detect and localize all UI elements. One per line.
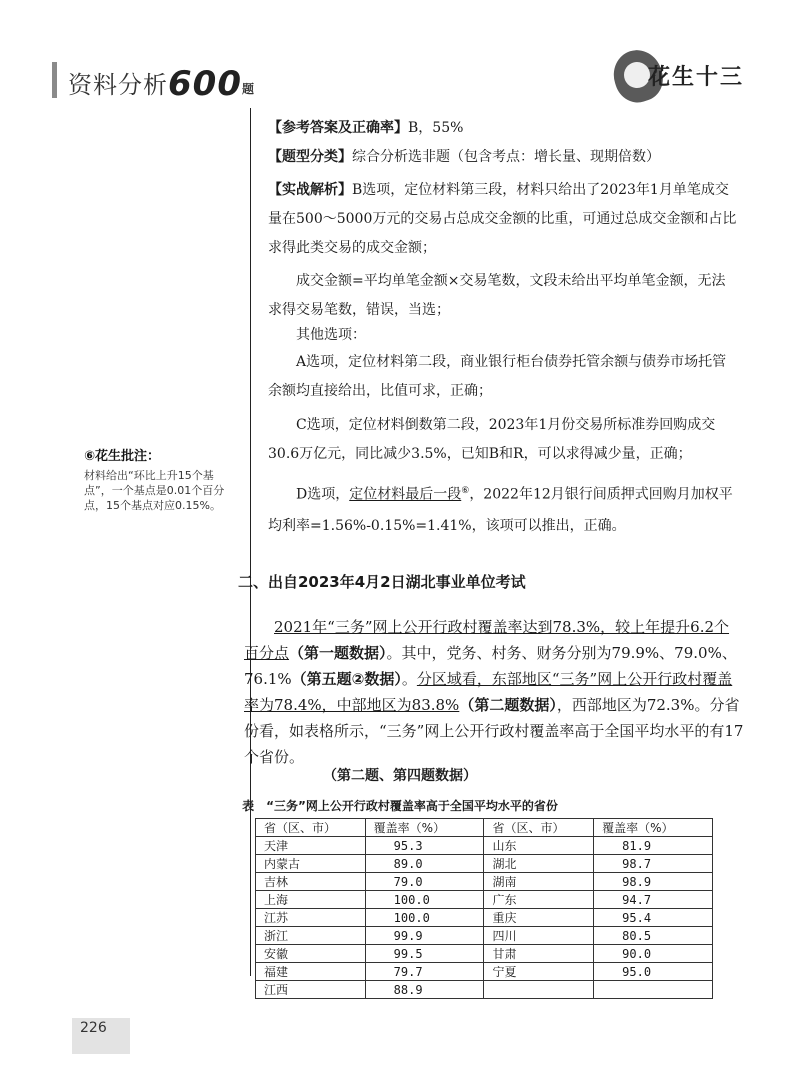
coverage-cell: 79.0 — [365, 873, 484, 891]
province-cell: 宁夏 — [484, 963, 594, 981]
page-number: 226 — [80, 1020, 107, 1036]
side-note-body: 材料给出“环比上升15个基点”，一个基点是0.01个百分点，15个基点对应0.15%。 — [84, 469, 225, 512]
table-row — [256, 927, 713, 945]
logo-text: 花生十三 — [648, 65, 745, 90]
province-cell: 浙江 — [256, 927, 366, 945]
answer-line: 【参考答案及正确率】B，55% — [268, 120, 464, 136]
coverage-cell: 99.9 — [365, 927, 484, 945]
table-row — [256, 909, 713, 927]
table-row — [256, 873, 713, 891]
coverage-cell: 94.7 — [594, 891, 713, 909]
table-row — [256, 963, 713, 981]
option-d-paragraph: D选项，定位材料最后一段⑥，2022年12月银行间质押式回购月加权平均利率=1.56%-0.15%=1.41%，该项可以推出，正确。 — [268, 486, 733, 534]
formula-paragraph: 成交金额=平均单笔金额×交易笔数，文段未给出平均单笔金额，无法求得交易笔数，错误，当选； — [268, 273, 726, 318]
side-note-title: ⑥花生批注： — [84, 449, 161, 464]
coverage-table — [255, 818, 713, 999]
province-cell: 吉林 — [256, 873, 366, 891]
table-row — [256, 981, 713, 999]
coverage-cell: 95.4 — [594, 909, 713, 927]
coverage-cell: 98.9 — [594, 873, 713, 891]
province-cell — [484, 981, 594, 999]
side-note — [84, 445, 234, 513]
book-title — [68, 62, 255, 102]
province-cell: 湖南 — [484, 873, 594, 891]
annotation-mark: ⑥ — [461, 486, 470, 496]
column-header: 覆盖率（%） — [365, 819, 484, 837]
other-options-label: 其他选项： — [296, 327, 366, 343]
province-cell: 内蒙古 — [256, 855, 366, 873]
peanut-logo — [614, 46, 750, 106]
table-tag: （第二题、第四题数据） — [323, 768, 477, 784]
book-title-number: 600 — [168, 64, 242, 104]
province-cell: 四川 — [484, 927, 594, 945]
province-cell: 福建 — [256, 963, 366, 981]
province-cell: 重庆 — [484, 909, 594, 927]
table-row — [256, 855, 713, 873]
province-cell: 上海 — [256, 891, 366, 909]
province-cell: 山东 — [484, 837, 594, 855]
province-cell: 广东 — [484, 891, 594, 909]
province-cell: 江西 — [256, 981, 366, 999]
table-row — [256, 891, 713, 909]
table-caption: 表 “三务”网上公开行政村覆盖率高于全国平均水平的省份 — [242, 799, 558, 813]
province-cell: 甘肃 — [484, 945, 594, 963]
option-c-paragraph: C选项，定位材料倒数第二段，2023年1月份交易所标准券回购成交30.6万亿元，同比减少3.5%，已知B和R，可以求得减少量，正确； — [268, 417, 716, 462]
book-title-suffix: 题 — [241, 82, 255, 96]
coverage-cell — [594, 981, 713, 999]
coverage-cell: 81.9 — [594, 837, 713, 855]
coverage-cell: 88.9 — [365, 981, 484, 999]
material-paragraph: 2021年“三务”网上公开行政村覆盖率达到78.3%，较上年提升6.2个百分点（第一题数据）。其中，党务、村务、财务分别为79.9%、79.0%、76.1%（第五题②数据）。分区域看，东部地区“三务”网上公开行政村覆盖率为78.4%，中部地区为83.8%（第二题数据），西部地区为72.3%。分省份看，如表格所示，“三务”网上公开行政村覆盖率高于全国平均水平的有17个省份。 — [244, 618, 744, 766]
coverage-cell: 80.5 — [594, 927, 713, 945]
coverage-cell: 100.0 — [365, 909, 484, 927]
province-cell: 天津 — [256, 837, 366, 855]
coverage-cell: 89.0 — [365, 855, 484, 873]
coverage-cell: 95.3 — [365, 837, 484, 855]
province-cell: 江苏 — [256, 909, 366, 927]
type-line: 【题型分类】综合分析选非题（包含考点：增长量、现期倍数） — [268, 149, 660, 165]
section-title: 二、出自2023年4月2日湖北事业单位考试 — [238, 573, 526, 591]
table-row — [256, 837, 713, 855]
coverage-cell: 90.0 — [594, 945, 713, 963]
table-body — [256, 837, 713, 999]
column-header: 省（区、市） — [256, 819, 366, 837]
coverage-cell: 95.0 — [594, 963, 713, 981]
column-header: 省（区、市） — [484, 819, 594, 837]
table-row — [256, 945, 713, 963]
explain-paragraph: 【实战解析】B选项，定位材料第三段，材料只给出了2023年1月单笔成交量在500～5000万元的交易占总成交金额的比重，可通过总成交金额和占比求得此类交易的成交金额； — [268, 182, 737, 256]
coverage-cell: 100.0 — [365, 891, 484, 909]
column-header: 覆盖率（%） — [594, 819, 713, 837]
province-cell: 安徽 — [256, 945, 366, 963]
coverage-cell: 79.7 — [365, 963, 484, 981]
coverage-cell: 98.7 — [594, 855, 713, 873]
coverage-cell: 99.5 — [365, 945, 484, 963]
option-a-paragraph: A选项，定位材料第二段，商业银行柜台债券托管余额与债券市场托管余额均直接给出，比值可求，正确； — [268, 354, 727, 399]
margin-divider — [250, 108, 251, 976]
province-cell: 湖北 — [484, 855, 594, 873]
header-bar — [52, 62, 57, 98]
book-title-text: 资料分析 — [68, 71, 168, 99]
table-header-row — [256, 819, 713, 837]
